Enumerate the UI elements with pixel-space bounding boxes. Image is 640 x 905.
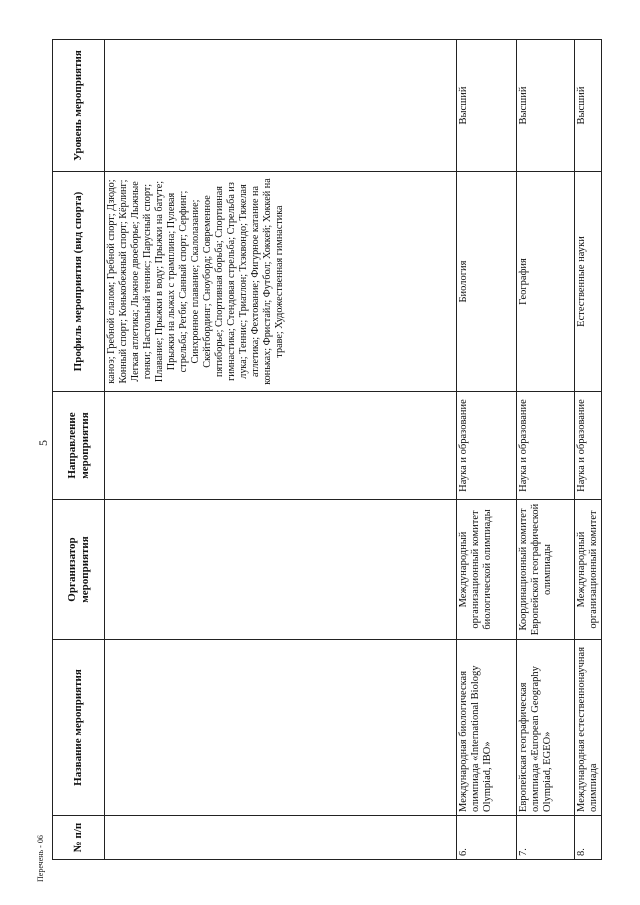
row-num: 7. bbox=[517, 816, 575, 860]
profile-continued: каноэ; Гребной слалом; Гребной спорт; Дзюдо; Конный спорт; Конькобежный спорт; Кёрлинг; Легкая атлетика; Лыжное двоеборье; Лыжные гонки; Настольный теннис; Парусный спорт; Плавание; Прыжки в воду; Прыжки на батуте; Прыжки на лыжах с трамплина; Пулевая стрельба; Регби; Санный спорт; Серфинг; Синхронное плавание; Скалолазание; Скейтбординг; Сноуборд; Современное пятиборье; Спортивная борьба; Спортивная гимнастика; Стендовая стрельба; Стрельба из лука; Теннис; Триатлон; Тхэквондо; Тяжелая атлетика; Фехтование; Фигурное катание на коньках; Фристайл; Футбол; Хоккей; Хоккей на траве; Художественная гимнастика bbox=[105, 172, 457, 392]
table-row-continued bbox=[105, 40, 457, 860]
header-direction: Направление мероприятия bbox=[53, 392, 105, 500]
row-name: Европейская географическая олимпиада «European Geography Olympiad, EGEO» bbox=[517, 640, 575, 816]
header-level: Уровень мероприятия bbox=[53, 40, 105, 172]
row-direction: Наука и образование bbox=[575, 392, 602, 500]
header-name: Название мероприятия bbox=[53, 640, 105, 816]
header-profile: Профиль мероприятия (вид спорта) bbox=[53, 172, 105, 392]
table-row bbox=[517, 40, 575, 860]
row-organizer: Координационный комитет Европейской географической олимпиады bbox=[517, 500, 575, 640]
row-profile: Биология bbox=[457, 172, 517, 392]
table-row bbox=[575, 40, 602, 860]
row-direction: Наука и образование bbox=[517, 392, 575, 500]
row-direction: Наука и образование bbox=[457, 392, 517, 500]
table-header-row bbox=[53, 40, 105, 860]
row-profile: Естественные науки bbox=[575, 172, 602, 392]
row-level: Высший bbox=[517, 40, 575, 172]
row-level: Высший bbox=[575, 40, 602, 172]
row-level: Высший bbox=[457, 40, 517, 172]
header-organizer: Организатор мероприятия bbox=[53, 500, 105, 640]
row-name: Международная естественнонаучная олимпиада bbox=[575, 640, 602, 816]
row-num: 8. bbox=[575, 816, 602, 860]
row-name: Международная биологическая олимпиада «International Biology Olympiad, IBO» bbox=[457, 640, 517, 816]
footer-note: Перечень - 06 bbox=[36, 835, 45, 882]
table-row bbox=[457, 40, 517, 860]
row-num: 6. bbox=[457, 816, 517, 860]
header-num: № п/п bbox=[53, 816, 105, 860]
events-table bbox=[52, 39, 602, 860]
row-profile: География bbox=[517, 172, 575, 392]
row-organizer: Международный организационный комитет биологической олимпиады bbox=[457, 500, 517, 640]
row-organizer: Международный организационный комитет bbox=[575, 500, 602, 640]
page-number: 5 bbox=[36, 440, 50, 446]
rotated-table-wrapper bbox=[52, 40, 598, 860]
